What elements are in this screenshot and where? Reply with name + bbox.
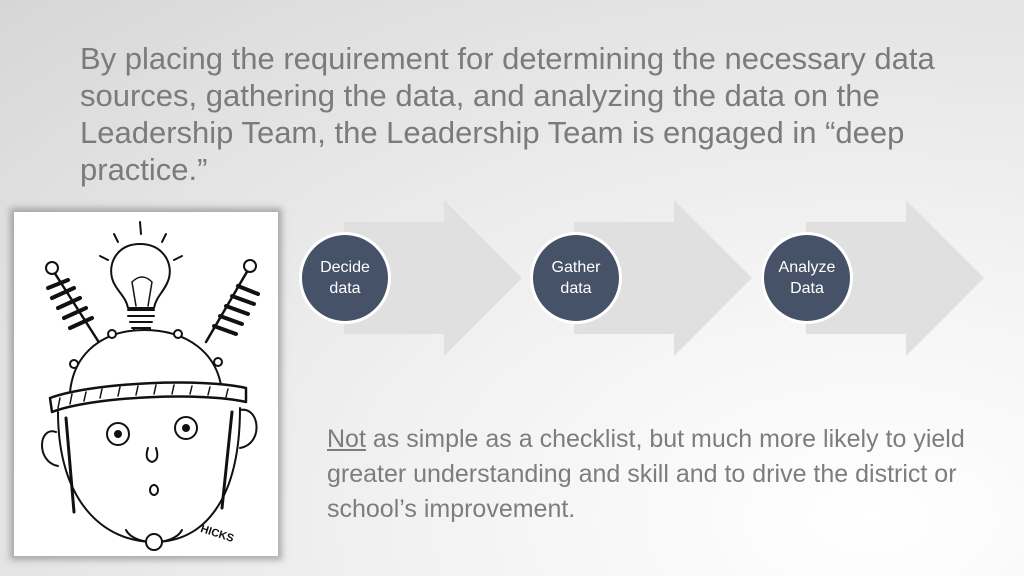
cartoon-signature: HICKS bbox=[198, 523, 236, 545]
note-text bbox=[327, 422, 987, 527]
step-label: Analyze Data bbox=[778, 259, 836, 297]
step-analyze-data bbox=[764, 235, 850, 321]
step-label: Gather data bbox=[551, 259, 601, 297]
note-body: as simple as a checklist, but much more likely to yield greater understanding and skill and to drive the district or school’s improvement. bbox=[327, 425, 965, 523]
slide-title: By placing the requirement for determining the necessary data sources, gathering the data, and analyzing the data on the Leadership Team, the Leadership Team is engaged in “deep practice.” bbox=[80, 41, 935, 187]
step-gather-data bbox=[533, 235, 619, 321]
thinking-cap-cartoon bbox=[14, 212, 278, 556]
note-emphasis: Not bbox=[327, 425, 366, 453]
step-label: Decide data bbox=[320, 259, 370, 297]
process-flow bbox=[300, 200, 1000, 360]
step-decide-data bbox=[302, 235, 388, 321]
cartoon-illustration bbox=[14, 212, 278, 556]
